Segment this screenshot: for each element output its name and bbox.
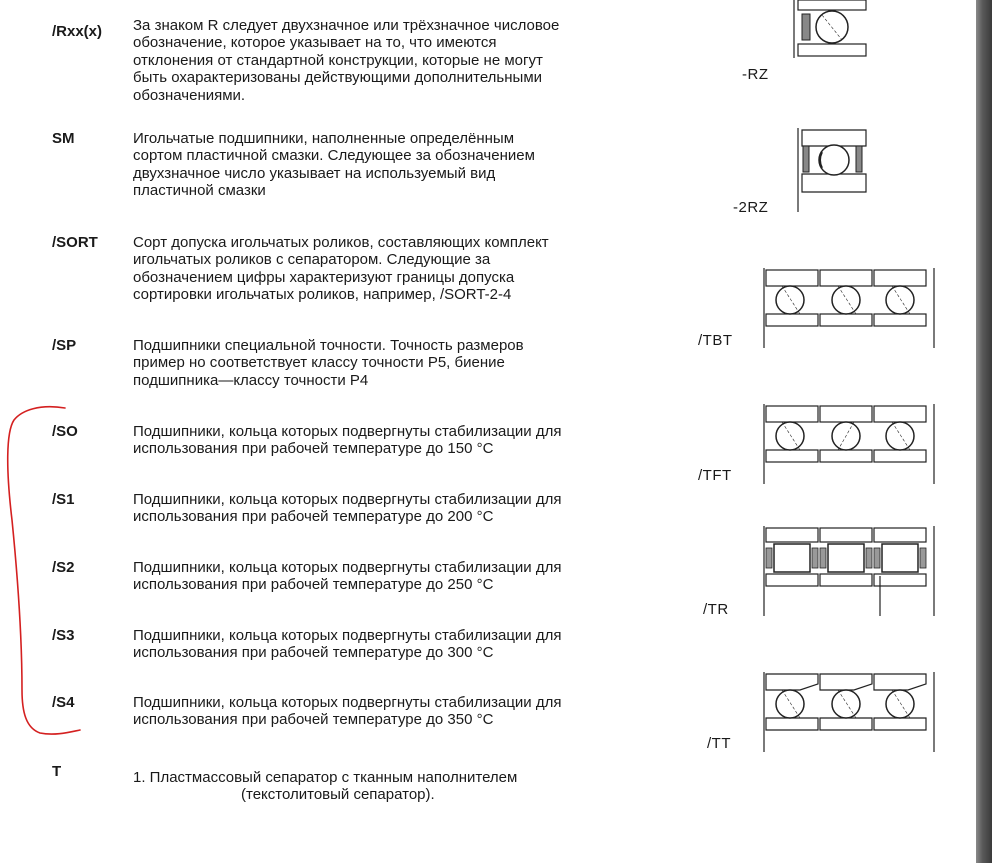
desc-sort: Сорт допуска игольчатых роликов, составляющих комплект игольчатых роликов с сепаратором. Следующие за обозначением цифры характеризуют границы допуска сортировки игольчатых роликов, например, /SORT-2-4 <box>133 234 549 304</box>
desc-so: Подшипники, кольца которых подвергнуты стабилизации для использования при рабочей температуре до 150 °C <box>133 423 562 458</box>
bearing-tft-figure <box>760 404 940 486</box>
bearing-rz-figure <box>790 0 870 60</box>
code-t: T <box>52 763 62 780</box>
desc-rxx: За знаком R следует двухзначное или трёхзначное числовое обозначение, которое указывает на то, что имеются отклонения от стандартной конструкции, которые не могут быть охарактеризованы действующими дополнительными обозначениями. <box>133 17 560 104</box>
label-tr: /TR <box>703 601 729 618</box>
desc-t: 1. Пластмассовый сепаратор с тканным наполнителем (текстолитовый сепаратор). <box>133 769 518 804</box>
code-s4: /S4 <box>52 694 75 711</box>
desc-sp: Подшипники специальной точности. Точность размеров пример но соответствует классу точности P5, биение подшипника—классу точности P4 <box>133 337 524 389</box>
label-tft: /TFT <box>698 467 732 484</box>
label-rz: -RZ <box>742 66 769 83</box>
desc-s3: Подшипники, кольца которых подвергнуты стабилизации для использования при рабочей температуре до 300 °C <box>133 627 562 662</box>
label-2rz: -2RZ <box>733 199 769 216</box>
code-sp: /SP <box>52 337 77 354</box>
code-sm: SM <box>52 130 75 147</box>
code-so: /SO <box>52 423 78 440</box>
desc-s4: Подшипники, кольца которых подвергнуты стабилизации для использования при рабочей температуре до 350 °C <box>133 694 562 729</box>
desc-s1: Подшипники, кольца которых подвергнуты стабилизации для использования при рабочей температуре до 200 °C <box>133 491 562 526</box>
code-sort: /SORT <box>52 234 98 251</box>
code-rxx: /Rxx(x) <box>52 23 103 40</box>
viewer-edge <box>976 0 992 863</box>
bearing-tbt-figure <box>760 268 940 350</box>
label-tt: /TT <box>707 735 731 752</box>
code-s2: /S2 <box>52 559 75 576</box>
desc-s2: Подшипники, кольца которых подвергнуты стабилизации для использования при рабочей температуре до 250 °C <box>133 559 562 594</box>
code-s3: /S3 <box>52 627 75 644</box>
code-s1: /S1 <box>52 491 75 508</box>
label-tbt: /TBT <box>698 332 733 349</box>
desc-sm: Игольчатые подшипники, наполненные определённым сортом пластичной смазки. Следующее за обозначением двухзначное число указывает на используемый вид пластичной смазки <box>133 130 535 200</box>
bearing-2rz-figure <box>794 128 870 214</box>
bearing-tt-figure <box>760 672 940 754</box>
bearing-tr-figure <box>760 526 940 618</box>
